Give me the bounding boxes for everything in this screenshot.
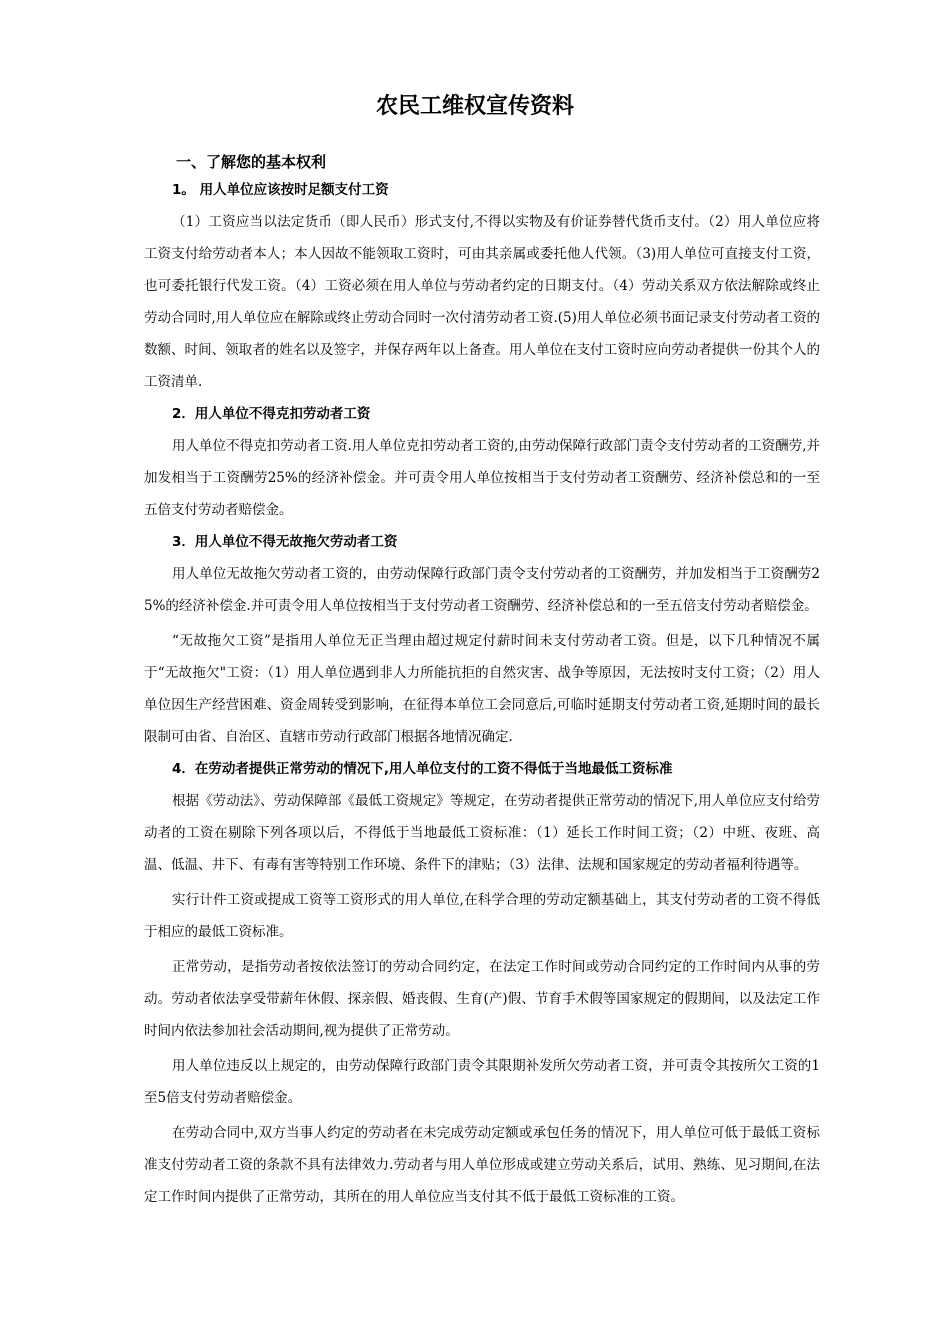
paragraph: 根据《劳动法》、劳动保障部《最低工资规定》等规定，在劳动者提供正常劳动的情况下,用人单位应支付给劳动者的工资在剔除下列各项以后，不得低于当地最低工资标准：（1）延长工作时间工资；（2）中班、夜班、高温、低温、井下、有毒有害等特别工作环境、条件下的津贴；（3）法律、法规和国家规定的劳动者福利待遇等。 xyxy=(144,793,820,873)
rights-item-4 xyxy=(144,753,820,1213)
rights-item-1 xyxy=(144,174,820,398)
section-heading: 一、了解您的基本权利 xyxy=(176,153,327,171)
paragraph: （1）工资应当以法定货币（即人民币）形式支付,不得以实物及有价证券替代货币支付。（2）用人单位应将工资支付给劳动者本人；本人因故不能领取工资时，可由其亲属或委托他人代领。（3)用人单位可直接支付工资，也可委托银行代发工资。（4）工资必须在用人单位与劳动者约定的日期支付。（4）劳动关系双方依法解除或终止劳动合同时,用人单位应在解除或终止劳动合同时一次付清劳动者工资.(5)用人单位必须书面记录支付劳动者工资的数额、时间、领取者的姓名以及签字，并保存两年以上备查。用人单位在支付工资时应向劳动者提供一份其个人的工资清单. xyxy=(144,214,820,390)
item-heading: 1。 用人单位应该按时足额支付工资 xyxy=(172,182,389,198)
rights-item-2 xyxy=(144,398,820,526)
paragraph: “无故拖欠工资”是指用人单位无正当理由超过规定付薪时间未支付劳动者工资。但是，以下几种情况不属于“无故拖欠"工资：（1）用人单位遇到非人力所能抗拒的自然灾害、战争等原因，无法按时支付工资；（2）用人单位因生产经营困难、资金周转受到影响，在征得本单位工会同意后,可临时延期支付劳动者工资,延期时间的最长限制可由省、自治区、直辖市劳动行政部门根据各地情况确定. xyxy=(144,633,820,745)
paragraph: 用人单位无故拖欠劳动者工资的，由劳动保障行政部门责令支付劳动者的工资酬劳，并加发相当于工资酬劳25%的经济补偿金.并可责令用人单位按相当于支付劳动者工资酬劳、经济补偿总和的一至五倍支付劳动者赔偿金。 xyxy=(144,566,820,614)
rights-item-3 xyxy=(144,526,820,753)
paragraph: 用人单位违反以上规定的，由劳动保障行政部门责令其限期补发所欠劳动者工资，并可责令其按所欠工资的1至5倍支付劳动者赔偿金。 xyxy=(144,1058,820,1106)
item-heading: 3．用人单位不得无故拖欠劳动者工资 xyxy=(172,534,398,550)
item-heading: 4．在劳动者提供正常劳动的情况下,用人单位支付的工资不得低于当地最低工资标准 xyxy=(172,761,673,777)
paragraph: 在劳动合同中,双方当事人约定的劳动者在未完成劳动定额或承包任务的情况下，用人单位可低于最低工资标准支付劳动者工资的条款不具有法律效力.劳动者与用人单位形成或建立劳动关系后，试用、熟练、见习期间,在法定工作时间内提供了正常劳动，其所在的用人单位应当支付其不低于最低工资标准的工资。 xyxy=(144,1125,820,1205)
document-body xyxy=(144,150,820,1213)
document-title: 农民工维权宣传资料 xyxy=(375,94,574,119)
item-heading: 2．用人单位不得克扣劳动者工资 xyxy=(172,406,371,422)
paragraph: 正常劳动，是指劳动者按依法签订的劳动合同约定，在法定工作时间或劳动合同约定的工作时间内从事的劳动。劳动者依法享受带薪年休假、探亲假、婚丧假、生育(产)假、节育手术假等国家规定的假期间，以及法定工作时间内依法参加社会活动期间,视为提供了正常劳动。 xyxy=(144,959,820,1039)
paragraph: 用人单位不得克扣劳动者工资.用人单位克扣劳动者工资的,由劳动保障行政部门责令支付劳动者的工资酬劳,并加发相当于工资酬劳25%的经济补偿金。并可责令用人单位按相当于支付劳动者工资酬劳、经济补偿总和的一至五倍支付劳动者赔偿金。 xyxy=(144,438,820,518)
paragraph: 实行计件工资或提成工资等工资形式的用人单位,在科学合理的劳动定额基础上，其支付劳动者的工资不得低于相应的最低工资标准。 xyxy=(144,892,820,940)
